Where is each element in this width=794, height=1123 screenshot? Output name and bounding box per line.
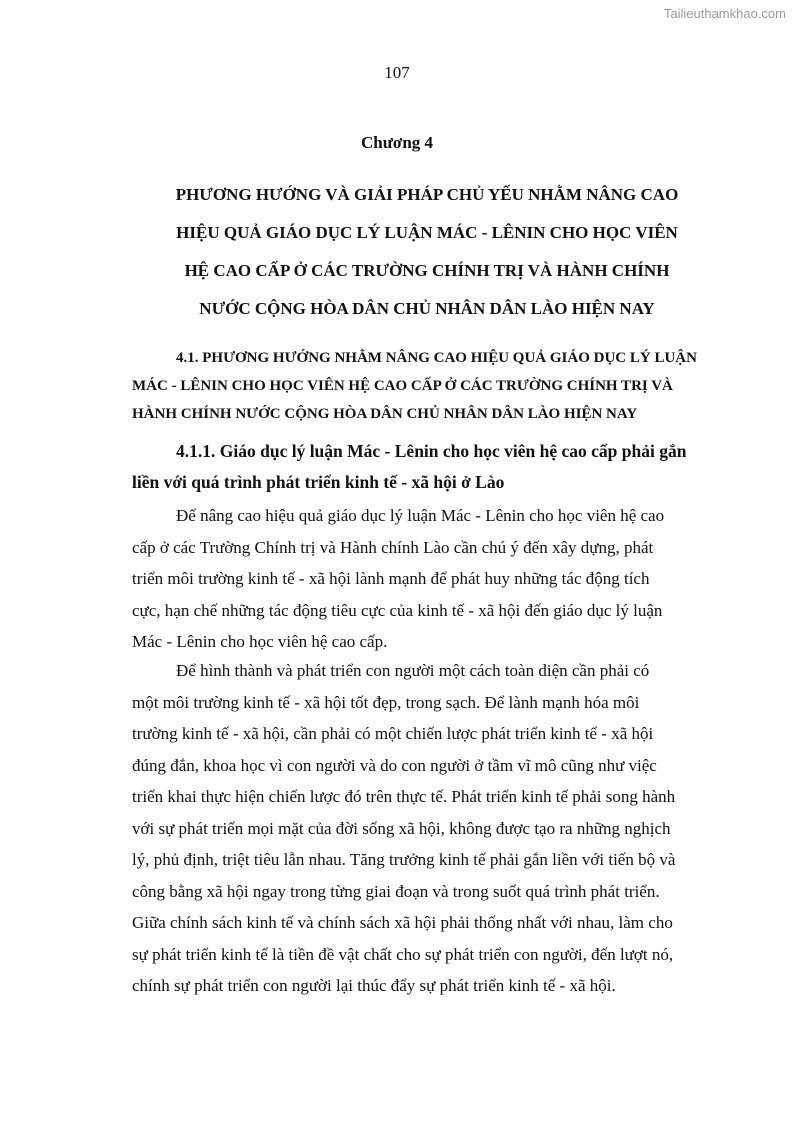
- section-heading-line: MÁC - LÊNIN CHO HỌC VIÊN HỆ CAO CẤP Ở CÁC TRƯỜNG CHÍNH TRỊ VÀ: [132, 378, 673, 394]
- paragraph-line: triển khai thực hiện chiến lược đó trên thực tế. Phát triển kinh tế phải song hành: [132, 787, 676, 806]
- watermark: Tailieuthamkhao.com: [663, 6, 786, 21]
- paragraph-line: một môi trường kinh tế - xã hội tốt đẹp, trong sạch. Để lành mạnh hóa môi: [132, 692, 640, 712]
- paragraph-line: chính sự phát triển con người lại thúc đẩy sự phát triển kinh tế - xã hội.: [132, 976, 616, 995]
- chapter-title-line: HIỆU QUẢ GIÁO DỤC LÝ LUẬN MÁC - LÊNIN CHO HỌC VIÊN: [176, 223, 678, 242]
- paragraph-line: trường kinh tế - xã hội, cần phải có một chiến lược phát triển kinh tế - xã hội: [132, 724, 654, 743]
- chapter-title-line: PHƯƠNG HƯỚNG VÀ GIẢI PHÁP CHỦ YẾU NHẰM NÂNG CAO: [175, 185, 679, 204]
- chapter-title: [130, 176, 724, 328]
- chapter-heading: Chương 4: [360, 133, 434, 152]
- paragraph-line: với sự phát triển mọi mặt của đời sống xã hội, không được tạo ra những nghịch: [132, 818, 671, 838]
- paragraph-line: Giữa chính sách kinh tế và chính sách xã hội phải thống nhất với nhau, làm cho: [132, 913, 673, 932]
- paragraph-line: lý, phủ định, triệt tiêu lẫn nhau. Tăng trưởng kinh tế phải gắn liền với tiến bộ và: [132, 850, 676, 869]
- subsection-heading: [132, 436, 720, 498]
- paragraph-1: [132, 500, 720, 658]
- section-heading-line: 4.1. PHƯƠNG HƯỚNG NHẰM NÂNG CAO HIỆU QUẢ GIÁO DỤC LÝ LUẬN: [176, 350, 697, 366]
- paragraph-line: Để hình thành và phát triển con người một cách toàn diện cần phải có: [176, 661, 650, 680]
- paragraph-line: đúng đắn, khoa học vì con người và do con người ở tầm vĩ mô cũng như việc: [132, 755, 657, 775]
- paragraph-line: triển môi trường kinh tế - xã hội lành mạnh để phát huy những tác động tích: [132, 569, 650, 588]
- chapter-title-line: HỆ CAO CẤP Ở CÁC TRƯỜNG CHÍNH TRỊ VÀ HÀNH CHÍNH: [184, 261, 670, 280]
- paragraph-2: [132, 655, 720, 1002]
- paragraph-line: cực, hạn chế những tác động tiêu cực của kinh tế - xã hội đến giáo dục lý luận: [132, 600, 663, 620]
- paragraph-line: Mác - Lênin cho học viên hệ cao cấp.: [132, 632, 388, 651]
- section-heading: [132, 344, 718, 428]
- chapter-title-line: NƯỚC CỘNG HÒA DÂN CHỦ NHÂN DÂN LÀO HIỆN NAY: [199, 299, 655, 318]
- paragraph-line: cấp ở các Trường Chính trị và Hành chính Lào cần chú ý đến xây dựng, phát: [132, 537, 654, 557]
- paragraph-line: công bằng xã hội ngay trong từng giai đoạn và trong suốt quá trình phát triển.: [132, 881, 660, 901]
- paragraph-line: sự phát triển kinh tế là tiền đề vật chất cho sự phát triển con người, đến lượt nó,: [132, 944, 674, 964]
- subsection-heading-line: liền với quá trình phát triển kinh tế - xã hội ở Lào: [132, 472, 505, 492]
- subsection-heading-line: 4.1.1. Giáo dục lý luận Mác - Lênin cho học viên hệ cao cấp phải gắn: [176, 441, 687, 461]
- page-number: 107: [384, 63, 410, 82]
- section-heading-line: HÀNH CHÍNH NƯỚC CỘNG HÒA DÂN CHỦ NHÂN DÂN LÀO HIỆN NAY: [132, 406, 638, 422]
- paragraph-line: Để nâng cao hiệu quả giáo dục lý luận Mác - Lênin cho học viên hệ cao: [176, 506, 665, 525]
